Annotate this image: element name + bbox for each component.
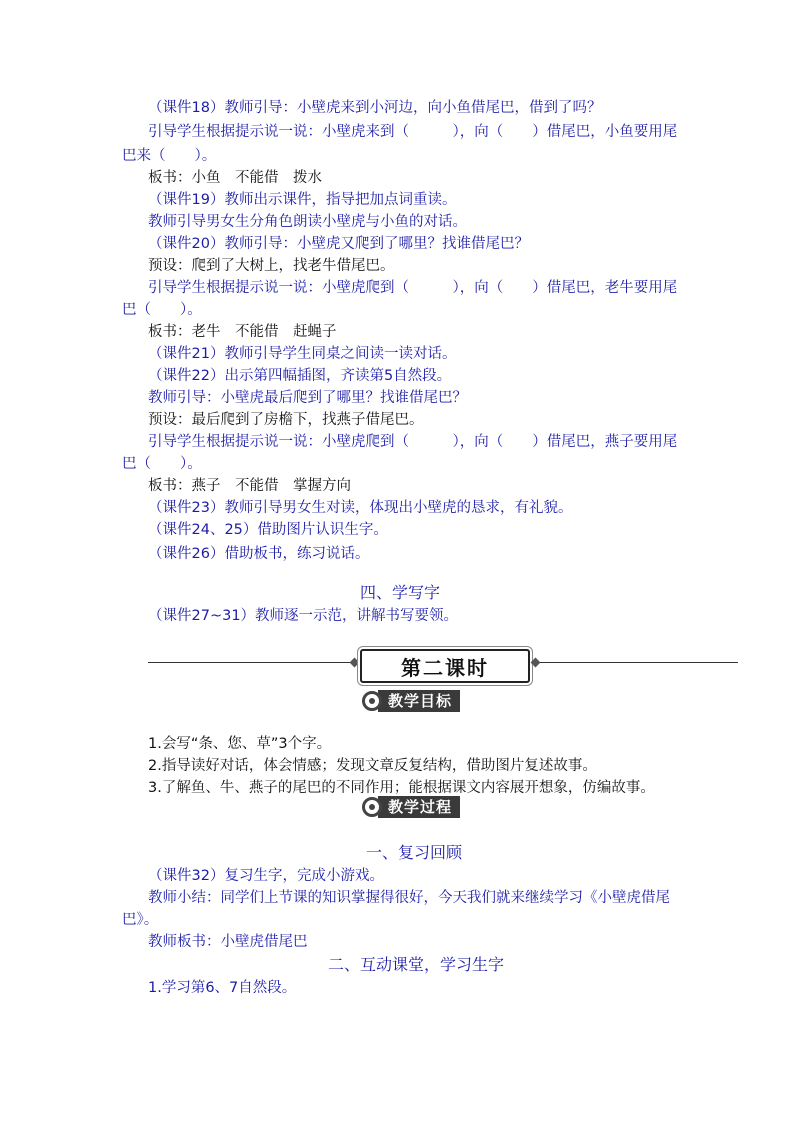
goals-badge: [362, 690, 460, 712]
section-heading: 四、学写字: [360, 583, 441, 602]
goal-item: 1.会写“条、您、草”3个字。: [148, 736, 332, 752]
blackboard-line: 板书：小鱼 不能借 拨水: [148, 170, 322, 186]
blackboard-line: 板书：燕子 不能借 掌握方向: [148, 478, 351, 494]
text-line: 预设：爬到了大树上，找老牛借尾巴。: [148, 258, 395, 274]
section-heading: 一、复习回顾: [366, 843, 463, 862]
text-line: 巴》。: [122, 912, 159, 928]
text-line: 预设：最后爬到了房檐下，找燕子借尾巴。: [148, 412, 424, 428]
text-line: 引导学生根据提示说一说：小壁虎来到（ ），向（ ）借尾巴，小鱼要用尾: [148, 124, 678, 140]
text-line: （课件23）教师引导男女生对读，体现出小壁虎的恳求，有礼貌。: [148, 500, 573, 516]
text-line: （课件32）复习生字，完成小游戏。: [148, 868, 384, 884]
text-line: 引导学生根据提示说一说：小壁虎爬到（ ），向（ ）借尾巴，老牛要用尾: [148, 280, 678, 296]
process-badge-label: 教学过程: [378, 796, 460, 818]
text-line: 教师引导男女生分角色朗读小壁虎与小鱼的对话。: [148, 214, 467, 230]
lesson-title: 第二课时: [360, 649, 530, 683]
divider-left: [148, 662, 354, 663]
text-line: （课件18）教师引导：小壁虎来到小河边，向小鱼借尾巴，借到了吗？: [148, 100, 602, 116]
goal-item: 3.了解鱼、牛、燕子的尾巴的不同作用；能根据课文内容展开想象，仿编故事。: [148, 780, 655, 796]
text-line: （课件22）出示第四幅插图，齐读第5自然段。: [148, 368, 452, 384]
text-line: 引导学生根据提示说一说：小壁虎爬到（ ），向（ ）借尾巴，燕子要用尾: [148, 434, 678, 450]
text-line: 1.学习第6、7自然段。: [148, 980, 297, 996]
divider-ornament: [531, 658, 541, 668]
section-heading: 二、互动课堂，学习生字: [328, 955, 505, 974]
process-badge: [362, 796, 460, 818]
text-line: 巴（ ）。: [122, 302, 202, 318]
text-line: （课件21）教师引导学生同桌之间读一读对话。: [148, 346, 457, 362]
divider-right: [540, 662, 738, 663]
target-icon: [362, 691, 382, 711]
text-line: （课件20）教师引导：小壁虎又爬到了哪里？找谁借尾巴？: [148, 236, 529, 252]
goals-badge-label: 教学目标: [378, 690, 460, 712]
text-line: 教师小结：同学们上节课的知识掌握得很好，今天我们就来继续学习《小壁虎借尾: [148, 890, 670, 906]
text-line: （课件26）借助板书，练习说话。: [148, 546, 370, 562]
text-line: （课件19）教师出示课件，指导把加点词重读。: [148, 192, 457, 208]
text-line: （课件27~31）教师逐一示范，讲解书写要领。: [148, 608, 459, 624]
text-line: （课件24、25）借助图片认识生字。: [148, 522, 388, 538]
text-line: 巴来（ ）。: [122, 148, 217, 164]
text-line: 巴（ ）。: [122, 456, 202, 472]
goal-item: 2.指导读好对话，体会情感；发现文章反复结构，借助图片复述故事。: [148, 758, 597, 774]
text-line: 教师板书：小壁虎借尾巴: [148, 934, 308, 950]
text-line: 教师引导：小壁虎最后爬到了哪里？找谁借尾巴？: [148, 390, 467, 406]
divider-ornament: [350, 658, 360, 668]
target-icon: [362, 797, 382, 817]
blackboard-line: 板书：老牛 不能借 赶蝇子: [148, 324, 337, 340]
